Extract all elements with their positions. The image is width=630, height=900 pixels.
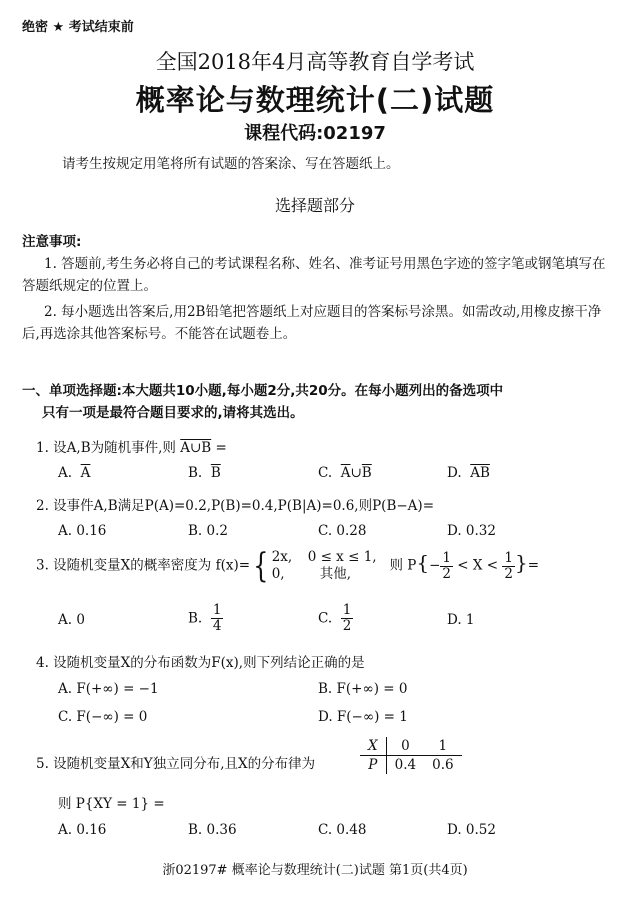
q3-brace: { (253, 546, 269, 586)
q3-option-d: D. 1 (447, 612, 475, 628)
q3-fx: f(x)= (215, 557, 251, 574)
section-title: 选择题部分 (274, 196, 355, 215)
subject-title: 概率论与数理统计(二)试题 (135, 83, 495, 117)
q5-distribution-table (360, 737, 462, 774)
q3-then: 则 P (389, 557, 417, 574)
q5-option-c: C. 0.48 (318, 822, 367, 838)
part1-heading-line1: 一、单项选择题:本大题共10小题,每小题2分,共20分。在每小题列出的备选项中 (22, 383, 504, 399)
q3-option-b: B. $\frac{1}{4}$ (188, 602, 222, 634)
q1-target: A∪B (180, 440, 212, 456)
notes-title: 注意事项: (22, 234, 82, 250)
q5-table-value-1: 1 (424, 737, 461, 756)
q1-option-b: B. $\overline{B}$ (188, 465, 221, 481)
question-4: 4. 设随机变量X的分布函数为F(x),则下列结论正确的是 (36, 655, 365, 671)
question-3: 3. 设随机变量X的概率密度为 f(x)={ 2x, 0 ≤ x ≤ 1, 0, 其他, 则 P{− $\frac{1}{2}$ < X < $\frac{1}{2}$ }= (36, 546, 540, 586)
q5-table-header-x: X (360, 737, 386, 756)
q2-option-c: C. 0.28 (318, 523, 367, 539)
q5-option-d: D. 0.52 (447, 822, 496, 838)
q3-option-c: C. $\frac{1}{2}$ (318, 602, 352, 634)
q1-stem: 1. 设A,B为随机事件,则 (36, 440, 176, 456)
question-5: 5. 设随机变量X和Y独立同分布,且X的分布律为 (36, 756, 316, 772)
confidential-label: 绝密 ★ 考试结束前 (22, 20, 134, 35)
q3-cases: 2x, 0 ≤ x ≤ 1, 0, 其他, (271, 549, 377, 582)
q1-eq: = (215, 440, 227, 456)
question-2: 2. 设事件A,B满足P(A)=0.2,P(B)=0.4,P(B|A)=0.6,则P(B−A)= (36, 498, 434, 514)
page-footer: 浙02197# 概率论与数理统计(二)试题 第1页(共4页) (162, 863, 468, 878)
part1-heading-line2: 只有一项是最符合题目要求的,请将其选出。 (42, 405, 304, 421)
note-1: 1. 答题前,考生务必将自己的考试课程名称、姓名、准考证号用黑色字迹的签字笔或钢笔填写在答题纸规定的位置上。 (22, 256, 606, 294)
q4-option-b: B. F(+∞) = 0 (318, 681, 408, 697)
q5-option-b: B. 0.36 (188, 822, 237, 838)
q1-option-c: C. $\overline{A}\cup\overline{B}$ (318, 465, 372, 481)
q5-table-prob-1: 0.6 (432, 757, 454, 773)
note-2: 2. 每小题选出答案后,用2B铅笔把答题纸上对应题目的答案标号涂黑。如需改动,用橡皮擦干净后,再选涂其他答案标号。不能答在试题卷上。 (22, 304, 602, 342)
q4-option-d: D. F(−∞) = 1 (318, 709, 408, 725)
q3-frac-1: $\frac{1}{2}$ (442, 549, 451, 582)
question-1 (36, 436, 227, 456)
q5-sub-question: 则 P{XY = 1} = (58, 796, 165, 812)
q1-option-a: A. $\overline{A}$ (58, 465, 91, 481)
q4-option-a: A. F(+∞) = −1 (58, 681, 159, 697)
q2-option-d: D. 0.32 (447, 523, 496, 539)
q4-option-c: C. F(−∞) = 0 (58, 709, 148, 725)
q3-stem: 3. 设随机变量X的概率密度为 (36, 557, 212, 574)
q2-option-a: A. 0.16 (58, 523, 107, 539)
q1-option-d: D. $\overline{AB}$ (447, 465, 490, 481)
q5-option-a: A. 0.16 (58, 822, 107, 838)
course-code: 课程代码:02197 (244, 123, 386, 144)
exam-title: 全国2018年4月高等教育自学考试 (155, 50, 475, 74)
q5-table-prob-0: 0.4 (394, 757, 417, 773)
q3-frac-2: $\frac{1}{2}$ (504, 549, 513, 582)
q5-table-header-p: P (360, 756, 386, 775)
general-instruction: 请考生按规定用笔将所有试题的答案涂、写在答题纸上。 (62, 156, 400, 172)
q2-option-b: B. 0.2 (188, 523, 228, 539)
q3-option-a: A. 0 (58, 612, 85, 628)
q5-table-value-0: 0 (386, 737, 424, 756)
